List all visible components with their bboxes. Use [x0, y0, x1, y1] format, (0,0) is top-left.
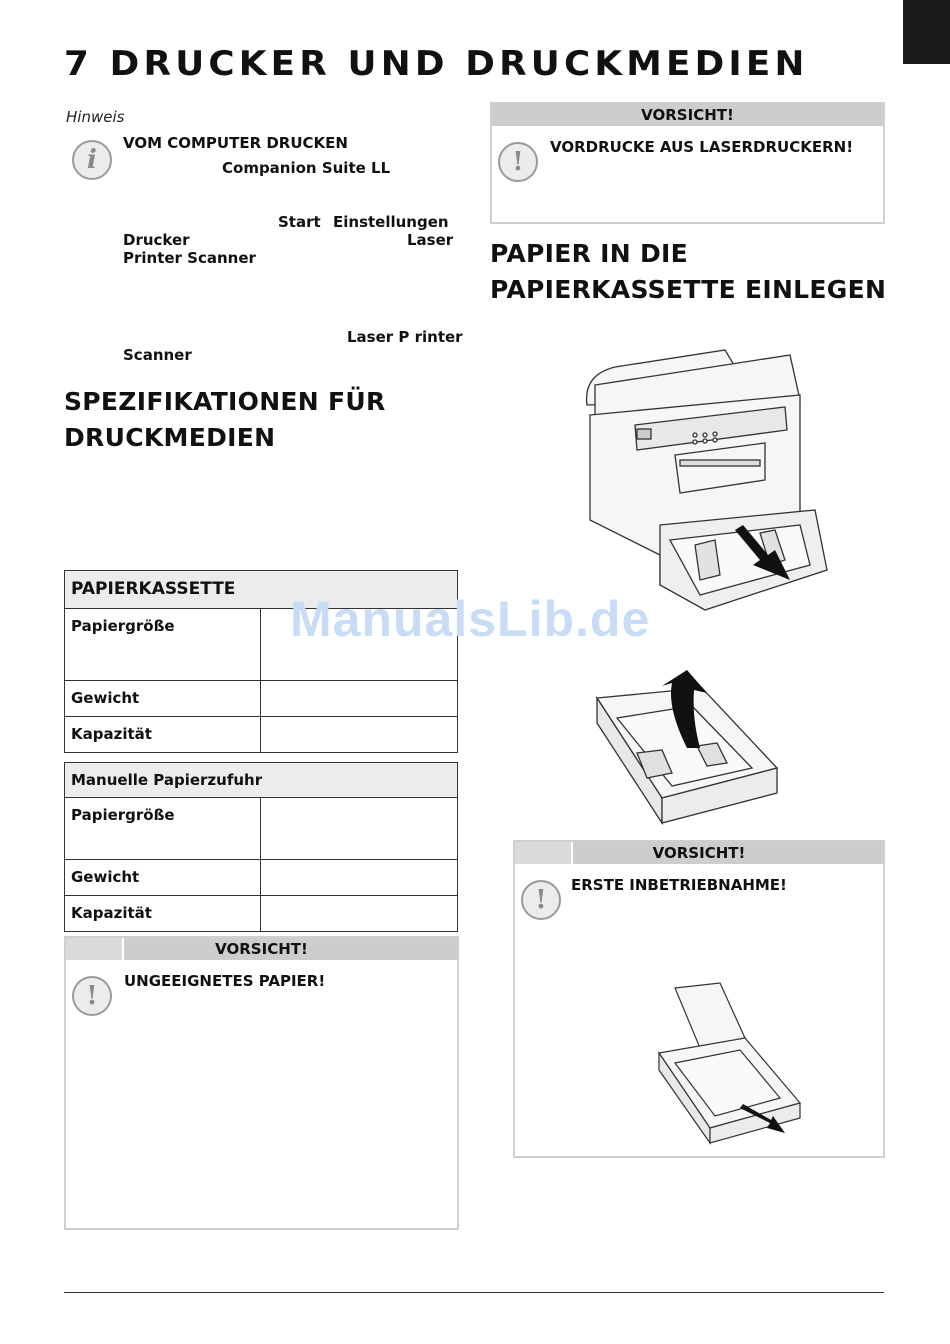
- caution-title: UNGEEIGNETES PAPIER!: [124, 972, 326, 990]
- info-icon: i: [72, 140, 112, 180]
- footer-divider: [64, 1292, 884, 1293]
- caution-header: [492, 104, 883, 126]
- caution-header-label: VORSICHT!: [652, 844, 746, 862]
- load-title-line2: PAPIERKASSETTE EINLEGEN: [490, 275, 887, 304]
- manual-feed-header: Manuelle Papierzufuhr: [65, 763, 458, 798]
- warning-icon: !: [521, 880, 561, 920]
- caution-box-laser-preprints: [490, 102, 885, 224]
- printer-cassette-illustration: [575, 345, 835, 620]
- cassette-capacity-label: Kapazität: [65, 717, 261, 753]
- caution-box-first-use: [513, 840, 885, 1158]
- note-heading: VOM COMPUTER DRUCKEN: [123, 134, 348, 152]
- note-label: Hinweis: [66, 108, 125, 126]
- note-laser: Laser: [407, 231, 454, 249]
- note-einstellungen: Einstellungen: [333, 213, 449, 231]
- caution-box-unsuitable-paper: [64, 936, 459, 1230]
- manual-size-value: [261, 798, 458, 860]
- paper-cassette-header: PAPIERKASSETTE: [65, 571, 458, 609]
- caution-header: [66, 938, 457, 960]
- watermark: ManualsLib.de: [290, 591, 651, 647]
- note-printer-scanner: Printer Scanner: [123, 249, 256, 267]
- chapter-title: 7 DRUCKER UND DRUCKMEDIEN: [64, 44, 809, 84]
- manual-feed-table: [64, 762, 458, 932]
- caution-title: VORDRUCKE AUS LASERDRUCKERN!: [550, 138, 854, 156]
- spec-section-title: [64, 384, 386, 456]
- cassette-weight-label: Gewicht: [65, 681, 261, 717]
- note-scanner: Scanner: [123, 346, 192, 364]
- manual-weight-label: Gewicht: [65, 860, 261, 896]
- load-title-line1: PAPIER IN DIE: [490, 239, 688, 268]
- cassette-extend-illustration: [655, 978, 805, 1148]
- load-section-title: [490, 236, 886, 308]
- warning-icon: !: [498, 142, 538, 182]
- cassette-size-label: Papiergröße: [65, 609, 261, 681]
- manual-weight-value: [261, 860, 458, 896]
- note-drucker: Drucker: [123, 231, 190, 249]
- note-start: Start: [278, 213, 321, 231]
- manual-capacity-value: [261, 896, 458, 932]
- manual-size-label: Papiergröße: [65, 798, 261, 860]
- manual-capacity-label: Kapazität: [65, 896, 261, 932]
- spec-title-line1: SPEZIFIKATIONEN FÜR: [64, 387, 386, 416]
- caution-header-label: VORSICHT!: [641, 106, 734, 124]
- cassette-flap-illustration: [592, 668, 782, 828]
- note-companion-suite: Companion Suite LL: [222, 159, 391, 177]
- note-laser-printer: Laser P rinter: [347, 328, 463, 346]
- caution-title: ERSTE INBETRIEBNAHME!: [571, 876, 787, 894]
- caution-header: [515, 842, 883, 864]
- cassette-weight-value: [261, 681, 458, 717]
- warning-icon: !: [72, 976, 112, 1016]
- chapter-tab-marker: [903, 0, 950, 64]
- cassette-capacity-value: [261, 717, 458, 753]
- spec-title-line2: DRUCKMEDIEN: [64, 423, 276, 452]
- caution-header-label: VORSICHT!: [215, 940, 308, 958]
